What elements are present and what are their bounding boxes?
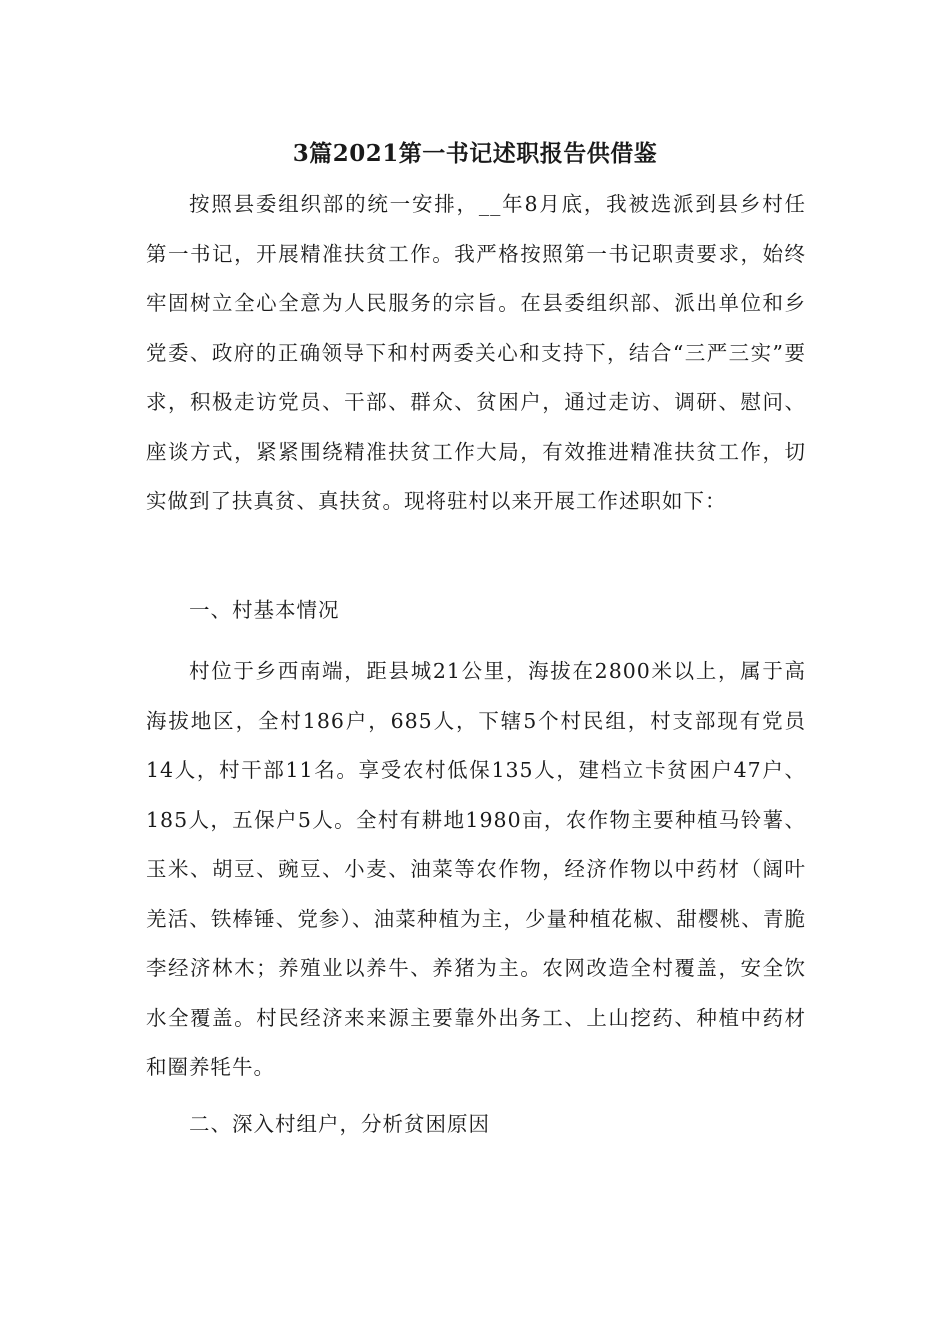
section-heading-1: 一、村基本情况: [189, 598, 340, 622]
intro-paragraph: 按照县委组织部的统一安排，__年8月底，我被选派到县乡村任第一书记，开展精准扶贫工作。我严格按照第一书记职责要求，始终牢固树立全心全意为人民服务的宗旨。在县委组织部、派出单位和乡党委、政府的正确领导下和村两委关心和支持下，结合“三严三实”要求，积极走访党员、干部、群众、贫困户，通过走访、调研、慰问、座谈方式，紧紧围绕精准扶贫工作大局，有效推进精准扶贫工作，切实做到了扶真贫、真扶贫。现将驻村以来开展工作述职如下：: [146, 192, 806, 513]
section-heading-2: 二、深入村组户，分析贫困原因: [189, 1112, 491, 1136]
section-1-paragraph: 村位于乡西南端，距县城21公里，海拔在2800米以上，属于高海拔地区，全村186户，685人，下辖5个村民组，村支部现有党员14人，村干部11名。享受农村低保135人，建档立卡贫困户47户、185人，五保户5人。全村有耕地1980亩，农作物主要种植马铃薯、玉米、胡豆、豌豆、小麦、油菜等农作物，经济作物以中药材（阔叶羌活、铁棒锤、党参）、油菜种植为主，少量种植花椒、甜樱桃、青脆李经济林木；养殖业以养牛、养猪为主。农网改造全村覆盖，安全饮水全覆盖。村民经济来来源主要靠外出务工、上山挖药、种植中药材和圈养牦牛。: [146, 659, 806, 1079]
document-title: 3篇2021第一书记述职报告供借鉴: [292, 140, 658, 167]
